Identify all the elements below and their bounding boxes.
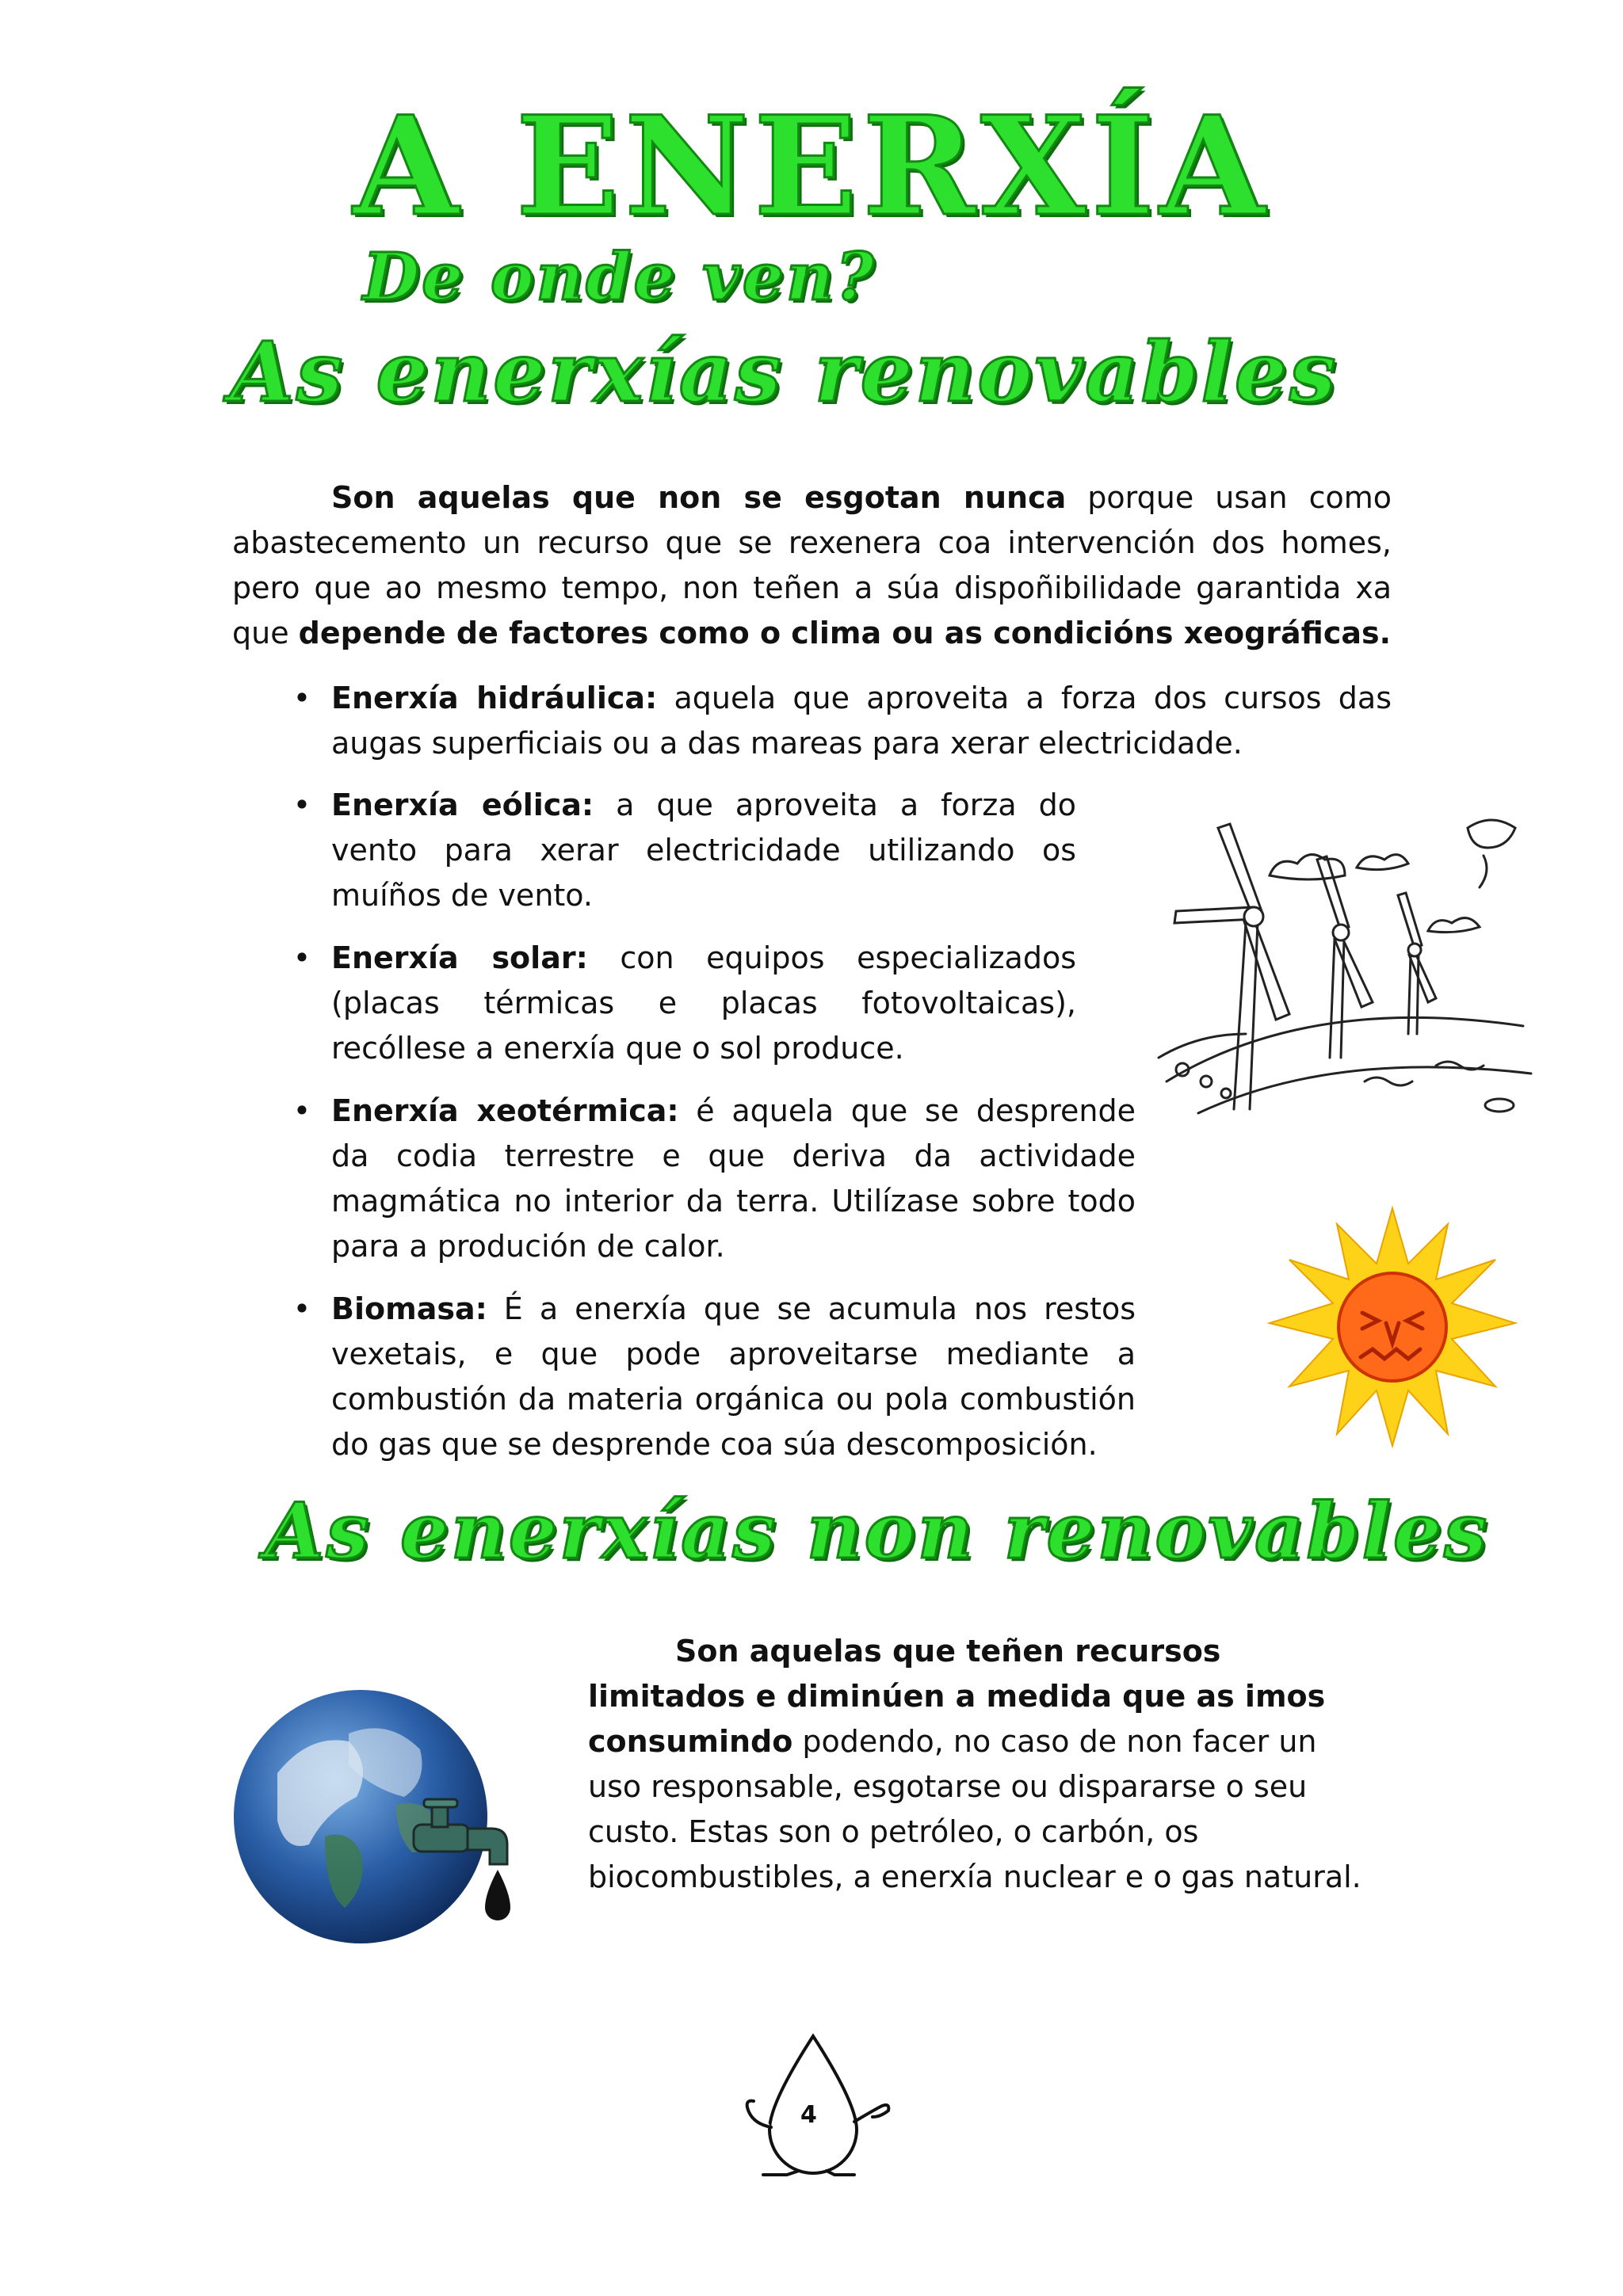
renewables-intro [232,475,1392,656]
page-number: 4 [800,2101,817,2129]
item-text: É a enerxía que se acumula nos restos vexetais, e que pode aproveitarse mediante a combustión da materia orgánica ou pola combustión do gas que se desprende coa súa descomposición. [331,1291,1136,1462]
nonrenewables-heading: As enerxías non renovables [265,1486,1490,1576]
bullet-icon: • [292,681,311,715]
nonrenewables-body: podendo, no caso de non facer un uso responsable, esgotarse ou dispararse o seu custo. Estas son o petróleo, o carbón, os biocombustibles, a enerxía nuclear e o gas natural. [588,1724,1361,1894]
bullet-icon: • [292,940,311,975]
item-term: Enerxía eólica: [331,788,594,822]
page-subtitle: De onde ven? [363,239,876,315]
list-item-wind [292,783,1076,918]
nonrenewables-bold-start: Son aquelas que teñen recursos limitados e diminúen a medida que as imos consumindo [588,1634,1326,1759]
item-term: Enerxía solar: [331,940,588,975]
water-drop-mascot [743,2028,894,2179]
renewables-intro-text: porque usan como abastecemento un recurso que se rexenera coa intervención dos homes, pero que ao mesmo tempo, non teñen a súa dispoñibilidade garantida xa que [232,480,1392,650]
list-item-biomass [292,1287,1136,1467]
wind-turbines-drawing [1151,796,1543,1145]
bullet-icon: • [292,1291,311,1326]
list-item-geothermal [292,1089,1136,1269]
item-term: Enerxía hidráulica: [331,681,658,715]
renewables-intro-bold-end: depende de factores como o clima ou as condicións xeográficas. [298,616,1392,650]
item-term: Enerxía xeotérmica: [331,1093,679,1128]
sun-face-drawing [1262,1204,1523,1450]
earth-with-tap-drawing [230,1686,531,1971]
list-item-hydraulic [292,676,1392,766]
renewables-heading: As enerxías renovables [230,323,1338,421]
nonrenewables-text [588,1629,1365,1900]
item-text: con equipos especializados (placas térmicas e placas fotovoltaicas), recóllese a enerxía que o sol produce. [331,940,1077,1066]
item-text: aquela que aproveita a forza dos cursos das augas superficiais ou a das mareas para xerar electricidade. [331,681,1392,761]
list-item-solar [292,936,1077,1071]
item-text: é aquela que se desprende da codia terrestre e que deriva da actividade magmática no interior da terra. Utilízase sobre todo para a produción de calor. [331,1093,1136,1264]
item-term: Biomasa: [331,1291,487,1326]
item-text: a que aproveita a forza do vento para xerar electricidade utilizando os muíños de vento. [331,788,1076,913]
renewables-intro-bold-start: Son aquelas que non se esgotan nunca [331,480,1067,515]
page-title: A ENERXÍA [353,86,1270,246]
bullet-icon: • [292,1093,311,1128]
bullet-icon: • [292,788,311,822]
